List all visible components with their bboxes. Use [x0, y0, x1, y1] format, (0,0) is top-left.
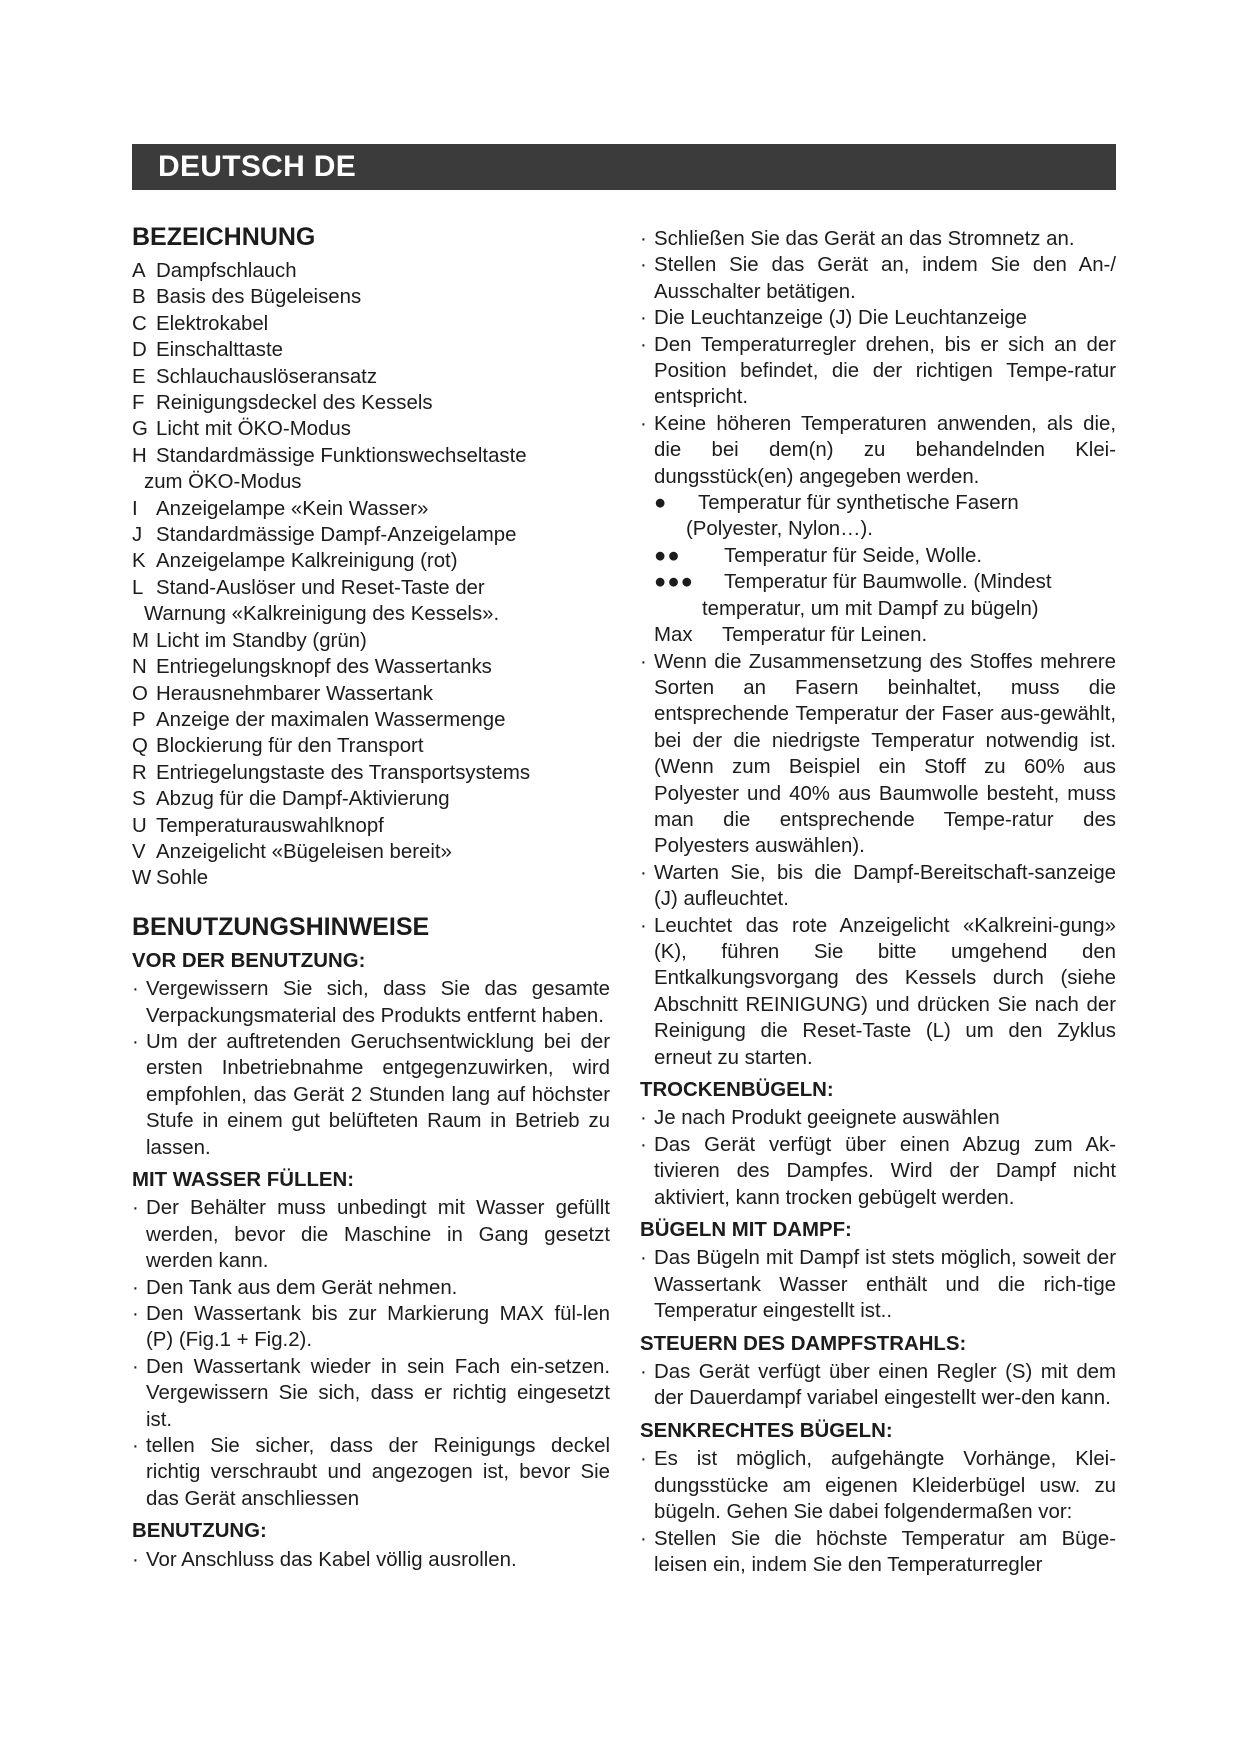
part-code: L — [132, 576, 144, 599]
list-item-text: Schließen Sie das Gerät an das Stromnetz an. — [654, 228, 1075, 250]
part-label: Entriegelungsknopf des Wassertanks — [156, 656, 492, 679]
part-code: I — [132, 497, 138, 520]
subheading-senkrechtes-buegeln: SENKRECHTES BÜGELN: — [640, 1419, 893, 1442]
part-label: Temperaturauswahlknopf — [156, 814, 384, 837]
temperature-list — [640, 490, 1116, 622]
temperature-dots: ● — [654, 492, 668, 515]
part-code: J — [132, 524, 143, 547]
list-item-text: Den Wassertank bis zur Markierung MAX fül-len (P) (Fig.1 + Fig.2). — [146, 1303, 610, 1352]
part-label: Standardmässige Funktionswechseltaste — [156, 444, 527, 467]
list-item: · Der Behälter muss unbedingt mit Wasser gefüllt werden, bevor die Maschine in Gang gesetzt werden kann. — [132, 1197, 610, 1273]
part-code: A — [132, 260, 146, 282]
section-title-bezeichnung: BEZEICHNUNG — [132, 223, 316, 251]
temperature-text: Temperatur für Baumwolle. (Mindest — [724, 571, 1052, 594]
part-code: C — [132, 312, 147, 335]
subheading-vor-der-benutzung: VOR DER BENUTZUNG: — [132, 949, 366, 972]
part-label: Abzug für die Dampf-Aktivierung — [156, 788, 450, 811]
benutzung-list — [132, 1547, 610, 1573]
temperature-dots: ●● — [654, 544, 681, 567]
temperature-max-row — [640, 622, 1116, 648]
list-item-text: Warten Sie, bis die Dampf-Bereitschaft-sanzeige (J) aufleuchtet. — [654, 861, 1116, 911]
part-item — [132, 390, 610, 416]
senk-list — [640, 1446, 1116, 1578]
subheading-benutzung: BENUTZUNG: — [132, 1520, 267, 1543]
vor-list — [132, 976, 610, 1161]
part-item — [132, 548, 610, 574]
part-item — [132, 337, 610, 363]
list-item-text: Wenn die Zusammensetzung des Stoffes mehrere Sorten an Fasern beinhaltet, muss die entsprechende Temperatur der Faser aus-gewählt, bei der die niedrigste Temperatur notwendig ist. (Wenn zum Beispiel ein Stoff zu 60% aus Polyester und 40% aus Baumwolle besteht, muss man die entsprechende Tempe-ratur des Polyesters auswählen). — [654, 650, 1116, 858]
list-item: · Das Gerät verfügt über einen Abzug zum Ak-tivieren des Dampfes. Wird der Dampf nicht aktiviert, kann trocken gebügelt werden. — [640, 1133, 1116, 1209]
list-item: · Schließen Sie das Gerät an das Stromnetz an. — [640, 228, 1075, 250]
subheading-mit-wasser-fuellen: MIT WASSER FÜLLEN: — [132, 1169, 355, 1191]
part-item — [132, 839, 610, 865]
part-item — [132, 522, 610, 548]
temperature-row — [640, 569, 1116, 595]
part-item — [132, 364, 610, 390]
left-column — [132, 222, 610, 1573]
part-code: N — [132, 656, 147, 679]
part-code: K — [132, 550, 146, 573]
part-label: Entriegelungstaste des Transportsystems — [156, 761, 531, 784]
part-item — [132, 416, 610, 442]
list-item-text: Leuchtet das rote Anzeigelicht «Kalkreini-gung» (K), führen Sie bitte umgehend den Entkalkungsvorgang des Kessels durch (siehe Abschnitt REINIGUNG) und drücken Sie nach der Reinigung die Reset-Taste (L) um den Zyklus erneut zu starten. — [654, 914, 1116, 1069]
part-item — [132, 786, 610, 812]
part-code: F — [132, 392, 145, 415]
part-item — [132, 865, 610, 891]
part-code: U — [132, 814, 147, 837]
list-item-text: Vor Anschluss das Kabel völlig ausrollen. — [146, 1548, 517, 1571]
part-item — [132, 628, 610, 654]
part-item — [132, 311, 610, 337]
list-item-text: Das Gerät verfügt über einen Regler (S) mit dem der Dauerdampf variabel eingestellt wer-den kann. — [654, 1361, 1116, 1410]
usage-list-b — [640, 649, 1116, 1072]
part-label: Anzeigelampe «Kein Wasser» — [156, 497, 429, 520]
list-item: · Warten Sie, bis die Dampf-Bereitschaft-sanzeige (J) aufleuchtet. — [640, 861, 1116, 911]
part-item — [132, 258, 610, 284]
part-label: Reinigungsdeckel des Kessels — [156, 392, 433, 415]
list-item-text: Es ist möglich, aufgehängte Vorhänge, Klei-dungsstücke am eigenen Kleiderbügel usw. zu bügeln. Gehen Sie dabei folgendermaßen vor: — [654, 1448, 1116, 1524]
list-item: · Leuchtet das rote Anzeigelicht «Kalkreini-gung» (K), führen Sie bitte umgehend den Entkalkungsvorgang des Kessels durch (siehe Abschnitt REINIGUNG) und drücken Sie nach der Reinigung die Reset-Taste (L) um den Zyklus erneut zu starten. — [640, 914, 1116, 1069]
right-column — [640, 226, 1116, 1578]
dampf-list — [640, 1245, 1116, 1324]
part-label: Anzeige der maximalen Wassermenge — [156, 708, 506, 731]
list-item: · Keine höheren Temperaturen anwenden, als die, die bei dem(n) zu behandelnden Klei-dungsstück(en) angegeben werden. — [640, 412, 1116, 488]
list-item: · Den Wassertank wieder in sein Fach ein-setzen. Vergewissern Sie sich, dass er richtig eingesetzt ist. — [132, 1355, 610, 1431]
part-label-continued: zum ÖKO-Modus — [144, 471, 302, 494]
usage-list-a — [640, 226, 1116, 490]
part-label: Anzeigelampe Kalkreinigung (rot) — [156, 550, 458, 573]
section-title-benutzungshinweise: BENUTZUNGSHINWEISE — [132, 912, 430, 941]
strahl-list — [640, 1359, 1116, 1412]
part-item — [132, 733, 610, 759]
part-label: Dampfschlauch — [156, 260, 297, 282]
list-item: · Es ist möglich, aufgehängte Vorhänge, Klei-dungsstücke am eigenen Kleiderbügel usw. zu bügeln. Gehen Sie dabei folgendermaßen vor: — [640, 1448, 1116, 1524]
list-item: · Um der auftretenden Geruchsentwicklung bei der ersten Inbetriebnahme entgegenzuwirken, wird empfohlen, das Gerät 2 Stunden lang auf höchster Stufe in einem gut belüfteten Raum in Betrieb zu lassen. — [132, 1030, 610, 1159]
part-item — [132, 707, 610, 733]
list-item: · Stellen Sie das Gerät an, indem Sie den An-/ Ausschalter betätigen. — [640, 254, 1116, 303]
list-item-text: Das Bügeln mit Dampf ist stets möglich, soweit der Wassertank Wasser enthält und die rich-tige Temperatur eingestellt ist.. — [654, 1247, 1116, 1323]
part-code: O — [132, 682, 148, 705]
list-item-text: Den Wassertank wieder in sein Fach ein-setzen. Vergewissern Sie sich, dass er richtig eingesetzt ist. — [146, 1355, 610, 1431]
temperature-row — [640, 543, 1116, 569]
list-item-text: Der Behälter muss unbedingt mit Wasser gefüllt werden, bevor die Maschine in Gang gesetzt werden kann. — [146, 1197, 610, 1273]
part-item — [132, 654, 610, 680]
part-label: Elektrokabel — [156, 312, 269, 335]
part-code: V — [132, 840, 146, 863]
part-label: Schlauchauslöseransatz — [156, 365, 378, 388]
part-label: Einschalttaste — [156, 339, 283, 362]
list-item: · Die Leuchtanzeige (J) Die Leuchtanzeige — [640, 307, 1027, 330]
page-title: DEUTSCH DE — [132, 144, 1116, 190]
part-code: M — [132, 629, 149, 652]
list-item-text: Stellen Sie das Gerät an, indem Sie den An-/ Ausschalter betätigen. — [654, 254, 1116, 303]
list-item-text: Den Temperaturregler drehen, bis er sich an der Position befindet, die der richtigen Tempe-ratur entspricht. — [654, 333, 1116, 409]
list-item: · Vor Anschluss das Kabel völlig ausrollen. — [132, 1548, 517, 1571]
subheading-trockenbuegeln: TROCKENBÜGELN: — [640, 1079, 834, 1101]
part-item — [132, 575, 610, 601]
part-item — [132, 284, 610, 310]
part-label: Basis des Bügeleisens — [156, 286, 362, 309]
max-label: Max — [654, 624, 693, 647]
trocken-list — [640, 1105, 1116, 1211]
part-label: Stand-Auslöser und Reset-Taste der — [156, 576, 485, 599]
part-code: P — [132, 708, 146, 731]
part-code: E — [132, 365, 146, 388]
list-item: · tellen Sie sicher, dass der Reinigungs deckel richtig verschraubt und angezogen ist, bevor Sie das Gerät anschliessen — [132, 1435, 610, 1510]
list-item-text: tellen Sie sicher, dass der Reinigungs deckel richtig verschraubt und angezogen ist, bevor Sie das Gerät anschliessen — [146, 1435, 610, 1510]
list-item: · Den Temperaturregler drehen, bis er sich an der Position befindet, die der richtigen Tempe-ratur entspricht. — [640, 333, 1116, 409]
list-item-text: Vergewissern Sie sich, dass Sie das gesamte Verpackungsmaterial des Produkts entfernt haben. — [146, 978, 610, 1027]
part-item — [132, 813, 610, 839]
part-label-continued: Warnung «Kalkreinigung des Kessels». — [144, 603, 500, 626]
part-label: Standardmässige Dampf-Anzeigelampe — [156, 524, 517, 547]
part-code: W — [132, 867, 152, 890]
list-item: · Wenn die Zusammensetzung des Stoffes mehrere Sorten an Fasern beinhaltet, muss die entsprechende Temperatur der Faser aus-gewählt, bei der die niedrigste Temperatur notwendig ist. (Wenn zum Beispiel ein Stoff zu 60% aus Polyester und 40% aus Baumwolle besteht, muss man die entsprechende Tempe-ratur des Polyesters auswählen). — [640, 650, 1116, 858]
part-label: Licht im Standby (grün) — [156, 629, 367, 652]
part-item — [132, 681, 610, 707]
temperature-row — [640, 490, 1116, 516]
part-code: S — [132, 788, 146, 811]
list-item-text: Um der auftretenden Geruchsentwicklung bei der ersten Inbetriebnahme entgegenzuwirken, wird empfohlen, das Gerät 2 Stunden lang auf höchster Stufe in einem gut belüfteten Raum in Betrieb zu lassen. — [146, 1030, 610, 1159]
list-item: · Das Bügeln mit Dampf ist stets möglich, soweit der Wassertank Wasser enthält und die rich-tige Temperatur eingestellt ist.. — [640, 1247, 1116, 1323]
list-item: · Den Tank aus dem Gerät nehmen. — [132, 1276, 458, 1299]
parts-list — [132, 258, 610, 892]
temperature-text-continued: temperatur, um mit Dampf zu bügeln) — [702, 597, 1039, 620]
temperature-text: Temperatur für synthetische Fasern — [698, 492, 1019, 515]
list-item-text: Je nach Produkt geeignete auswählen — [654, 1107, 1000, 1130]
part-code: Q — [132, 735, 148, 758]
list-item: · Den Wassertank bis zur Markierung MAX fül-len (P) (Fig.1 + Fig.2). — [132, 1303, 610, 1352]
list-item: · Vergewissern Sie sich, dass Sie das gesamte Verpackungsmaterial des Produkts entfernt haben. — [132, 978, 610, 1027]
list-item-text: Keine höheren Temperaturen anwenden, als die, die bei dem(n) zu behandelnden Klei-dungsstück(en) angegeben werden. — [654, 412, 1116, 488]
temperature-text-continued: (Polyester, Nylon…). — [686, 518, 873, 541]
list-item-text: Die Leuchtanzeige (J) Die Leuchtanzeige — [654, 307, 1027, 330]
list-item: · Je nach Produkt geeignete auswählen — [640, 1107, 1000, 1130]
part-label: Sohle — [156, 867, 209, 890]
temperature-text: Temperatur für Seide, Wolle. — [724, 544, 983, 567]
wasser-list — [132, 1195, 610, 1512]
part-label: Licht mit ÖKO-Modus — [156, 418, 351, 441]
list-item-text: Den Tank aus dem Gerät nehmen. — [146, 1276, 458, 1299]
list-item: · Stellen Sie die höchste Temperatur am Büge-leisen ein, indem Sie den Temperaturregler — [640, 1527, 1116, 1576]
part-code: D — [132, 339, 147, 362]
subheading-steuern-dampfstrahl: STEUERN DES DAMPFSTRAHLS: — [640, 1332, 967, 1355]
part-item — [132, 496, 610, 522]
part-label: Herausnehmbarer Wassertank — [156, 682, 433, 705]
list-item-text: Das Gerät verfügt über einen Abzug zum Ak-tivieren des Dampfes. Wird der Dampf nicht aktiviert, kann trocken gebügelt werden. — [654, 1133, 1116, 1209]
part-code: B — [132, 286, 146, 309]
subheading-buegeln-mit-dampf: BÜGELN MIT DAMPF: — [640, 1219, 852, 1242]
part-code: R — [132, 761, 147, 784]
part-code: G — [132, 418, 148, 441]
part-item — [132, 760, 610, 786]
part-label: Blockierung für den Transport — [156, 735, 424, 758]
part-item — [132, 443, 610, 469]
max-text: Temperatur für Leinen. — [722, 624, 928, 647]
temperature-dots: ●●● — [654, 571, 694, 594]
part-code: H — [132, 444, 147, 467]
part-label: Anzeigelicht «Bügeleisen bereit» — [156, 840, 452, 863]
list-item: · Das Gerät verfügt über einen Regler (S) mit dem der Dauerdampf variabel eingestellt wer-den kann. — [640, 1361, 1116, 1410]
list-item-text: Stellen Sie die höchste Temperatur am Büge-leisen ein, indem Sie den Temperaturregler — [654, 1527, 1116, 1576]
